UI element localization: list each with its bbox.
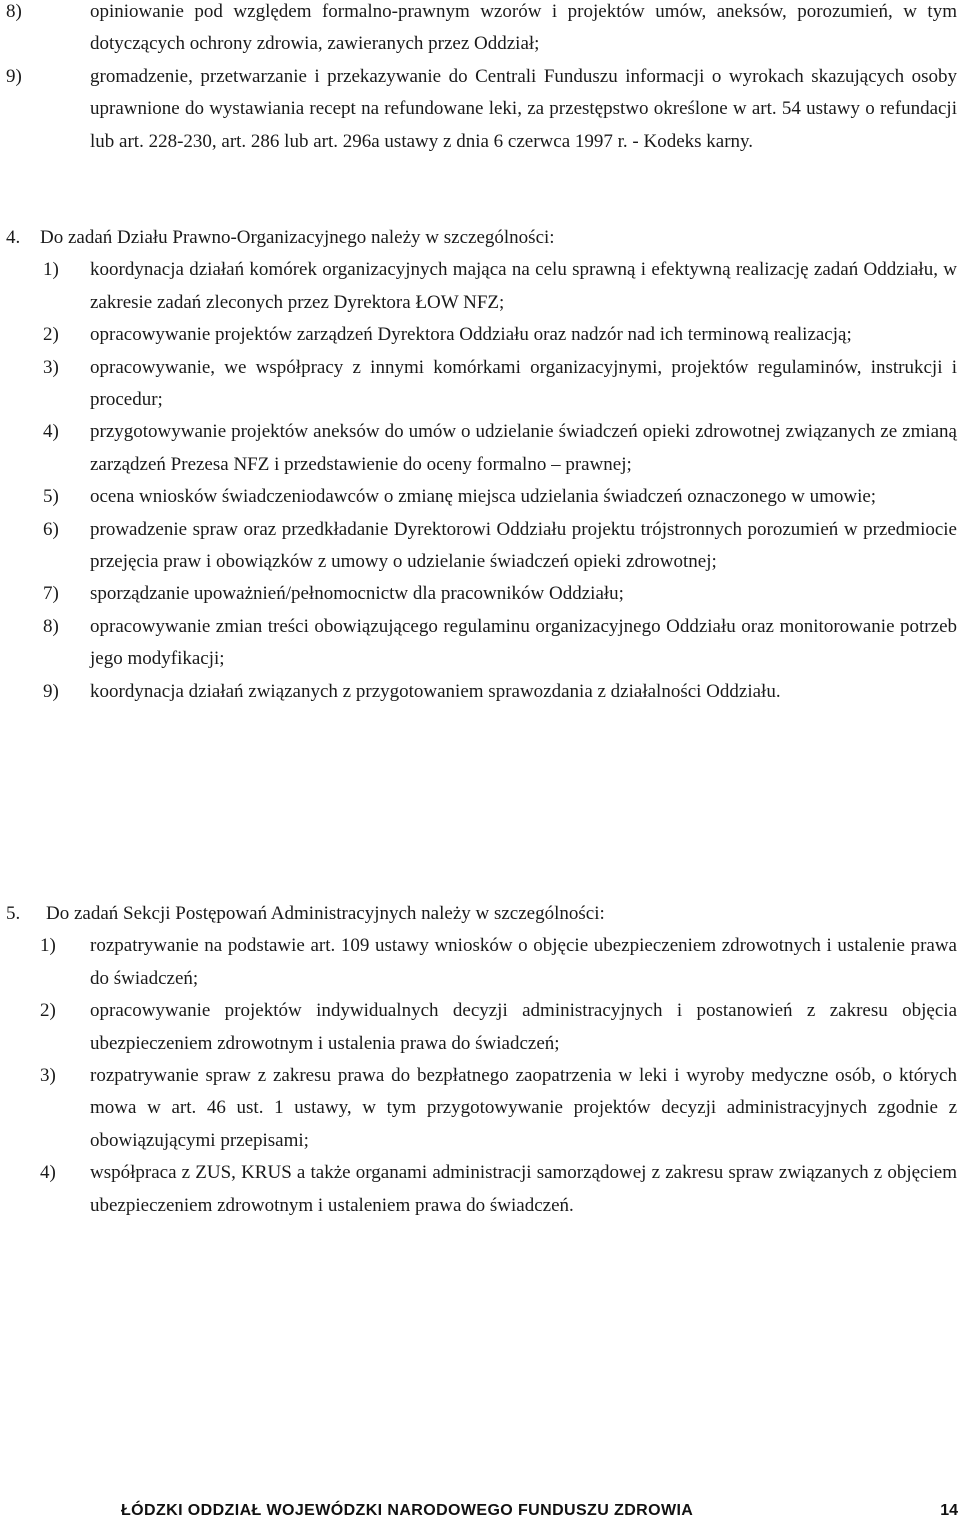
list-item bbox=[0, 676, 960, 708]
item-number: 2) bbox=[43, 324, 59, 346]
item-text: rozpatrywanie spraw z zakresu prawa do bezpłatnego zaopatrzenia w leki i wyroby medyczne osób, o których mowa w art. 46 ust. 1 ustawy, w tym przygotowywanie projektów decyzji administracyjnych zgodnie z obowiązującymi przepisami; bbox=[90, 1065, 957, 1151]
list-item bbox=[0, 416, 960, 481]
section-number: 5. bbox=[6, 903, 21, 924]
item-number: 6) bbox=[43, 518, 59, 540]
item-text: gromadzenie, przetwarzanie i przekazywanie do Centrali Funduszu informacji o wyrokach skazujących osoby uprawnione do wystawiania recept na refundowane leki, za przestępstwo określone w art. 54 ustawy o refundacji lub art. 228-230, art. 286 lub art. 296a ustawy z dnia 6 czerwca 1997 r. - Kodeks karny. bbox=[90, 65, 957, 152]
list-item bbox=[0, 514, 960, 579]
list-item bbox=[0, 0, 960, 61]
list-item bbox=[0, 930, 960, 995]
list-item bbox=[0, 481, 960, 513]
item-text: opracowywanie, we współpracy z innymi komórkami organizacyjnymi, projektów regulaminów, instrukcji i procedur; bbox=[90, 356, 957, 411]
item-text: sporządzanie upoważnień/pełnomocnictw dla pracowników Oddziału; bbox=[90, 583, 624, 605]
footer-title: ŁÓDZKI ODDZIAŁ WOJEWÓDZKI NARODOWEGO FUNDUSZU ZDROWIA bbox=[121, 1502, 694, 1519]
item-text: opracowywanie projektów zarządzeń Dyrektora Oddziału oraz nadzór nad ich terminową realizacją; bbox=[90, 324, 852, 346]
list-item bbox=[0, 995, 960, 1060]
list-item bbox=[0, 352, 960, 417]
item-number: 1) bbox=[43, 259, 59, 281]
section-heading-text: Do zadań Sekcji Postępowań Administracyjnych należy w szczególności: bbox=[46, 903, 605, 924]
section-heading-text: Do zadań Działu Prawno-Organizacyjnego należy w szczególności: bbox=[40, 227, 555, 248]
list-item bbox=[0, 319, 960, 351]
item-number: 4) bbox=[40, 1162, 56, 1184]
item-number: 2) bbox=[40, 1000, 56, 1022]
item-number: 4) bbox=[43, 421, 59, 443]
item-number: 8) bbox=[6, 1, 22, 22]
list-item bbox=[0, 578, 960, 610]
item-number: 7) bbox=[43, 583, 59, 605]
item-number: 1) bbox=[40, 935, 56, 957]
section-3-continued bbox=[0, 0, 960, 158]
list-item bbox=[0, 254, 960, 319]
section-4 bbox=[0, 222, 960, 708]
item-number: 5) bbox=[43, 486, 59, 508]
list-item bbox=[0, 611, 960, 676]
page-number: 14 bbox=[940, 1502, 958, 1519]
list-item bbox=[0, 1060, 960, 1157]
list-item bbox=[0, 61, 960, 158]
section-number: 4. bbox=[6, 227, 21, 248]
section-5 bbox=[0, 898, 960, 1222]
item-text: przygotowywanie projektów aneksów do umów o udzielanie świadczeń opieki zdrowotnej związanych ze zmianą zarządzeń Prezesa NFZ i przedstawienie do oceny formalno – prawnej; bbox=[90, 421, 957, 475]
item-text: opiniowanie pod względem formalno-prawnym wzorów i projektów umów, aneksów, porozumień, w tym dotyczących ochrony zdrowia, zawieranych przez Oddział; bbox=[90, 1, 957, 55]
item-number: 3) bbox=[43, 356, 59, 378]
item-text: opracowywanie projektów indywidualnych decyzji administracyjnych i postanowień z zakresu objęcia ubezpieczeniem zdrowotnym i ustalenia prawa do świadczeń; bbox=[90, 1000, 957, 1054]
item-text: koordynacja działań związanych z przygotowaniem sprawozdania z działalności Oddziału. bbox=[90, 680, 781, 702]
item-number: 8) bbox=[43, 615, 59, 637]
item-number: 3) bbox=[40, 1065, 56, 1087]
item-text: współpraca z ZUS, KRUS a także organami administracji samorządowej z zakresu spraw związanych z objęciem ubezpieczeniem zdrowotnym i ustaleniem prawa do świadczeń. bbox=[90, 1162, 957, 1216]
item-text: ocena wniosków świadczeniodawców o zmianę miejsca udzielania świadczeń oznaczonego w umowie; bbox=[90, 486, 877, 508]
item-number: 9) bbox=[6, 65, 22, 87]
item-text: koordynacja działań komórek organizacyjnych mająca na celu sprawną i efektywną realizację zadań Oddziału, w zakresie zadań zleconych przez Dyrektora ŁOW NFZ; bbox=[90, 259, 957, 313]
item-text: prowadzenie spraw oraz przedkładanie Dyrektorowi Oddziału projektu trójstronnych porozumień w przedmiocie przejęcia praw i obowiązków z umowy o udzielanie świadczeń opieki zdrowotnej; bbox=[90, 518, 957, 573]
section-heading bbox=[0, 898, 960, 930]
item-text: rozpatrywanie na podstawie art. 109 ustawy wniosków o objęcie ubezpieczeniem zdrowotnych i ustalenie prawa do świadczeń; bbox=[90, 935, 957, 989]
item-number: 9) bbox=[43, 680, 59, 702]
section-heading bbox=[0, 222, 960, 254]
list-item bbox=[0, 1157, 960, 1222]
item-text: opracowywanie zmian treści obowiązującego regulaminu organizacyjnego Oddziału oraz monitorowanie potrzeb jego modyfikacji; bbox=[90, 615, 957, 670]
